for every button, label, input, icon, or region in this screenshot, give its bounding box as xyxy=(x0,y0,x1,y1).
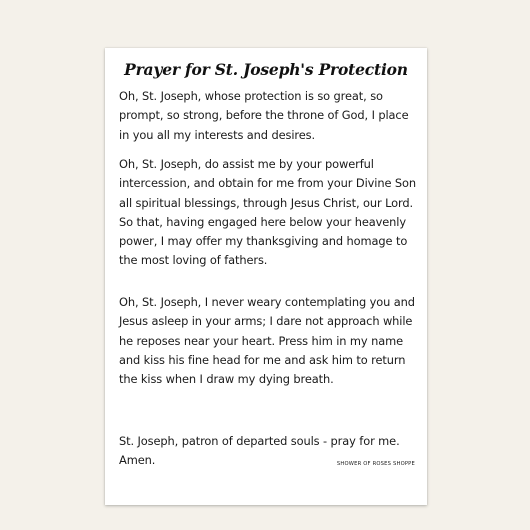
prayer-paragraph-3: Oh, St. Joseph, I never weary contemplating you and Jesus asleep in your arms; I dare not approach while he reposes near your heart. Press him in my name and kiss his fine head for me and ask him to return the kiss when I draw my dying breath. xyxy=(119,295,415,387)
shop-imprint: SHOWER OF ROSES SHOPPE xyxy=(336,461,415,467)
prayer-paragraph-1: Oh, St. Joseph, whose protection is so great, so prompt, so strong, before the throne of God, I place in you all my interests and desires. xyxy=(119,89,409,142)
prayer-card xyxy=(105,48,427,505)
prayer-title: Prayer for St. Joseph's Protection xyxy=(124,60,408,79)
prayer-paragraph-4: St. Joseph, patron of departed souls - pray for me. Amen. xyxy=(119,434,400,468)
prayer-paragraph-2: Oh, St. Joseph, do assist me by your powerful intercession, and obtain for me from your Divine Son all spiritual blessings, through Jesus Christ, our Lord. So that, having engaged here below your heavenly power, I may offer my thanksgiving and homage to the most loving of fathers. xyxy=(119,157,417,268)
